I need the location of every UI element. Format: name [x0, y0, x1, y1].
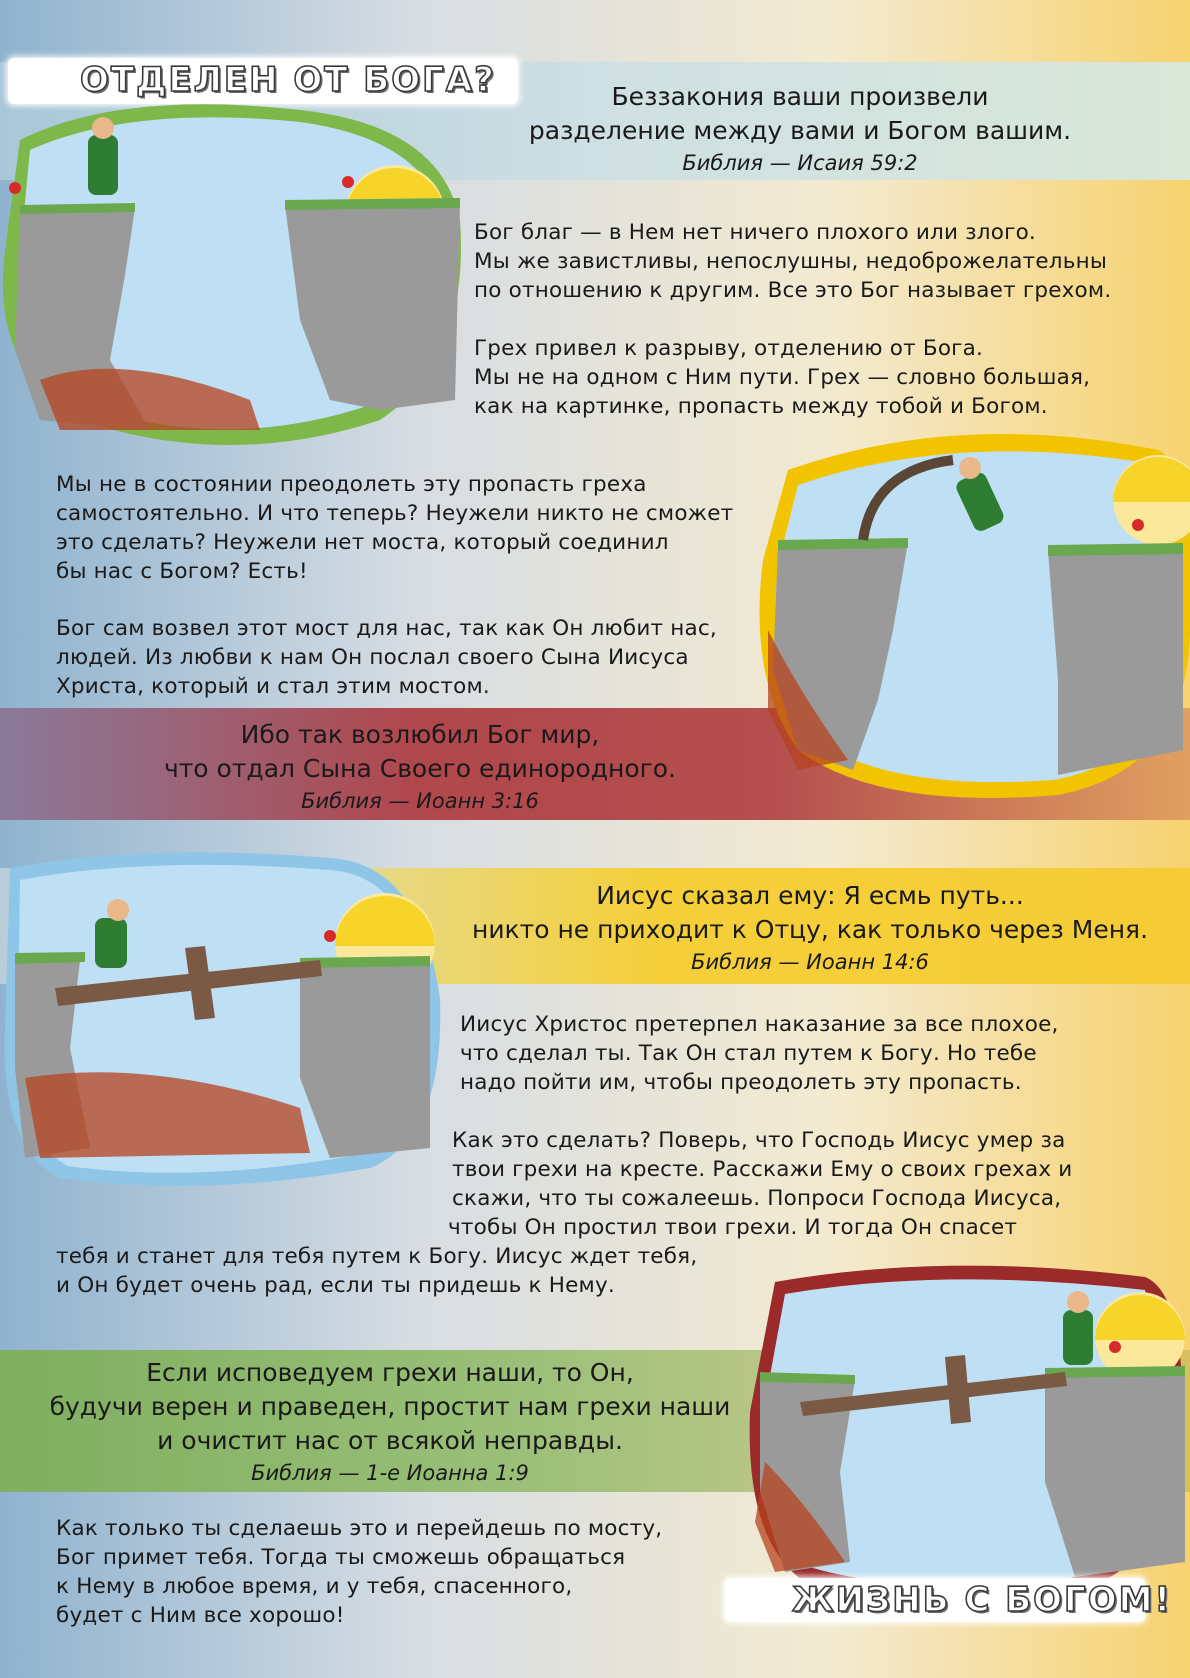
verse-line: и очистит нас от всякой неправды. [157, 1426, 623, 1455]
title-bottom: ЖИЗНЬ С БОГОМ! [792, 1580, 1172, 1620]
verse-line: что отдал Сына Своего единородного. [163, 754, 677, 783]
paragraph-god-accepts [56, 1514, 662, 1630]
paragraph-cannot-overcome [56, 470, 733, 586]
text-line: как на картинке, пропасть между тобой и Богом. [474, 394, 1048, 419]
flower-icon [324, 930, 336, 942]
text-line: и Он будет очень рад, если ты придешь к Нему. [56, 1273, 615, 1298]
text-line: бы нас с Богом? Есть! [56, 559, 308, 584]
verse-line: будучи верен и праведен, простит нам грехи наши [49, 1392, 731, 1421]
verse-line: разделение между вами и Богом вашим. [528, 116, 1072, 145]
paragraph-god-built-bridge [56, 614, 717, 701]
flower-icon [1132, 519, 1144, 531]
verse-line: Ибо так возлюбил Бог мир, [240, 720, 600, 749]
text-line: Мы не в состоянии преодолеть эту пропасть греха [56, 472, 647, 497]
verse-john-3-16 [120, 718, 720, 816]
text-line: по отношению к другим. Все это Бог называет грехом. [474, 278, 1112, 303]
text-line: будет с Ним все хорошо! [56, 1603, 345, 1628]
verse-reference: Библия — Иоанн 14:6 [691, 950, 929, 974]
text-line: Бог благ — в Нем нет ничего плохого или злого. [474, 220, 1036, 245]
text-line: Грех привел к разрыву, отделению от Бога. [474, 336, 984, 361]
title-top: ОТДЕЛЕН ОТ БОГА? [80, 60, 496, 100]
verse-isaiah [470, 80, 1130, 178]
text-line: к Нему в любое время, и у тебя, спасенного, [56, 1574, 573, 1599]
verse-line: никто не приходит к Отцу, как только через Меня. [471, 915, 1149, 944]
verse-line: Иисус сказал ему: Я есмь путь... [596, 881, 1024, 910]
illustration-crossed-over [745, 1262, 1190, 1612]
text-line: самостоятельно. И что теперь? Неужели никто не сможет [56, 501, 734, 526]
text-line: Мы же завистливы, непослушны, недоброжелательны [474, 249, 1108, 274]
verse-reference: Библия — Иоанн 3:16 [301, 789, 539, 813]
verse-1-john-1-9 [40, 1356, 740, 1488]
boy-figure [95, 918, 127, 968]
boy-figure [1063, 1310, 1093, 1365]
text-line: Мы не на одном с Ним пути. Грех — словно большая, [474, 365, 1091, 390]
text-line: Христа, который и стал этим мостом. [56, 674, 490, 699]
text-line: скажи, что ты сожалеешь. Попроси Господа Иисуса, [452, 1186, 1062, 1211]
boy-figure [88, 135, 118, 195]
verse-line: Если исповедуем грехи наши, то Он, [146, 1358, 634, 1387]
verse-reference: Библия — Исаия 59:2 [682, 151, 918, 175]
text-line: Бог примет тебя. Тогда ты сможешь обращаться [56, 1545, 626, 1570]
text-line: Бог сам возвел этот мост для нас, так как Он любит нас, [56, 616, 717, 641]
text-line: Как только ты сделаешь это и перейдешь по мосту, [56, 1516, 663, 1541]
verse-reference: Библия — 1-е Иоанна 1:9 [251, 1461, 529, 1485]
paragraph-jesus-suffered [460, 1010, 1059, 1097]
text-line: Как это сделать? Поверь, что Господь Иисус умер за [452, 1128, 1066, 1153]
text-line: надо пойти им, чтобы преодолеть эту пропасть. [460, 1070, 1022, 1095]
verse-john-14-6 [440, 879, 1180, 977]
text-line: тебя и станет для тебя путем к Богу. Иисус ждет тебя, [56, 1244, 698, 1269]
verse-line: Беззакония ваши произвели [611, 82, 989, 111]
text-line: чтобы Он простил твои грехи. И тогда Он спасет [448, 1215, 1018, 1240]
flower-icon [9, 182, 21, 194]
text-line: Иисус Христос претерпел наказание за все плохое, [460, 1012, 1059, 1037]
illustration-separated [0, 100, 470, 450]
text-line: что сделал ты. Так Он стал путем к Богу. Но тебе [460, 1041, 1037, 1066]
text-line: это сделать? Неужели нет моста, который соединил [56, 530, 669, 555]
illustration-jumping [758, 430, 1190, 800]
paragraph-sin-separation [474, 334, 1090, 421]
paragraph-god-is-good [474, 218, 1111, 305]
flower-icon [1109, 1341, 1121, 1353]
text-line: людей. Из любви к нам Он послал своего Сына Иисуса [56, 645, 689, 670]
text-line: твои грехи на кресте. Расскажи Ему о своих грехах и [452, 1157, 1073, 1182]
